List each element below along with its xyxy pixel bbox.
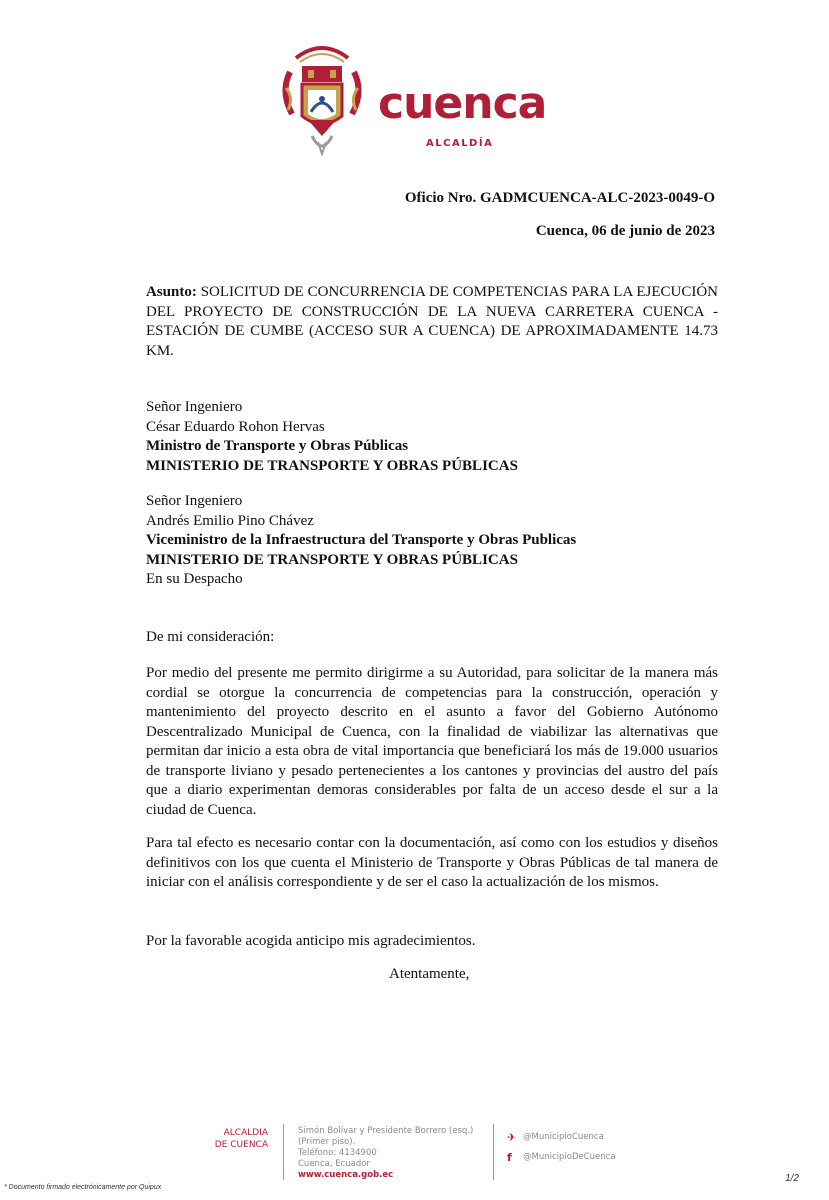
footer-brand-line1: ALCALDIA <box>223 1128 268 1138</box>
facebook-link[interactable] <box>507 1150 647 1164</box>
addressee-title: Señor Ingeniero <box>146 493 243 509</box>
brand-subtitle: ALCALDÍA <box>426 138 494 149</box>
brand-name: cuenca <box>378 78 547 129</box>
twitter-link[interactable] <box>507 1130 647 1144</box>
twitter-icon: ✈ <box>507 1130 517 1144</box>
page-number: 1/2 <box>785 1173 799 1184</box>
electronic-signature-note: * Documento firmado electrónicamente por Quipux <box>4 1184 162 1191</box>
body-paragraph-3: Por la favorable acogida anticipo mis agradecimientos. <box>146 933 476 949</box>
footer-brand <box>212 1127 268 1151</box>
footer-address-line2: (Primer piso). <box>298 1137 356 1147</box>
addressee-block-1 <box>146 398 718 476</box>
footer-divider <box>283 1124 284 1180</box>
addressee-block-2 <box>146 492 718 590</box>
addressee-institution: MINISTERIO DE TRANSPORTE Y OBRAS PÚBLICAS <box>146 551 518 568</box>
addressee-position: Ministro de Transporte y Obras Públicas <box>146 438 409 454</box>
addressee-institution: MINISTERIO DE TRANSPORTE Y OBRAS PÚBLICAS <box>146 457 518 474</box>
footer-address <box>298 1126 488 1181</box>
footer-brand-line2: DE CUENCA <box>214 1140 268 1150</box>
addressee-name: Andrés Emilio Pino Chávez <box>146 512 314 529</box>
salutation: De mi consideración: <box>146 629 275 645</box>
closing-salutation: Atentamente, <box>389 966 470 982</box>
footer-city: Cuenca, Ecuador <box>298 1159 370 1169</box>
subject-text: SOLICITUD DE CONCURRENCIA DE COMPETENCIAS PARA LA EJECUCIÓN DEL PROYECTO DE CONSTRUCCIÓN DE LA NUEVA CARRETERA CUENCA - ESTACIÓN DE CUMBE (ACCESO SUR A CUENCA) DE APROXIMADAMENTE 14.73 KM. <box>146 284 718 359</box>
body-paragraph-1: Por medio del presente me permito dirigirme a su Autoridad, para solicitar de la manera más cordial se otorgue la concurrencia de competencias para la construcción, operación y mantenimiento del proyecto descrito en el asunto a favor del Gobierno Autónomo Descentralizado Municipal de Cuenca, con la finalidad de viabilizar las alternativas que permitan dar inicio a esta obra de vital importancia que beneficiará los más de 19.000 usuarios de transporte liviano y pesado pertenecientes a los cantones y provincias del austro del país que a diario experimentan demoras considerables por falta de un acceso desde el sur a la ciudad de Cuenca. <box>146 665 718 818</box>
municipality-logo <box>278 32 548 157</box>
twitter-handle: @MunicipioCuenca <box>523 1132 604 1142</box>
footer-phone: Teléfono: 4134900 <box>298 1148 377 1158</box>
body-paragraph-2: Para tal efecto es necesario contar con la documentación, así como con los estudios y diseños definitivos con los que cuenta el Ministerio de Transporte y Obras Públicas de tal manera de iniciar con el análisis correspondiente y de ser el caso la actualización de los mismos. <box>146 835 718 890</box>
addressee-position: Viceministro de la Infraestructura del Transporte y Obras Publicas <box>146 532 577 548</box>
document-date: Cuenca, 06 de junio de 2023 <box>535 223 715 239</box>
subject-block <box>146 283 718 361</box>
addressee-title: Señor Ingeniero <box>146 399 243 415</box>
facebook-icon: f <box>507 1150 512 1164</box>
footer-address-line1: Simón Bolívar y Presidente Borrero (esq.) <box>298 1126 474 1136</box>
subject-label: Asunto: <box>146 284 197 300</box>
footer-website-link[interactable]: www.cuenca.gob.ec <box>298 1170 394 1180</box>
coat-of-arms-icon <box>278 32 366 157</box>
addressee-closing: En su Despacho <box>146 571 243 587</box>
addressee-name: César Eduardo Rohon Hervas <box>146 418 325 435</box>
facebook-handle: @MunicipioDeCuenca <box>523 1152 616 1162</box>
oficio-number: Oficio Nro. GADMCUENCA-ALC-2023-0049-O <box>404 190 715 206</box>
footer-divider <box>493 1124 494 1180</box>
